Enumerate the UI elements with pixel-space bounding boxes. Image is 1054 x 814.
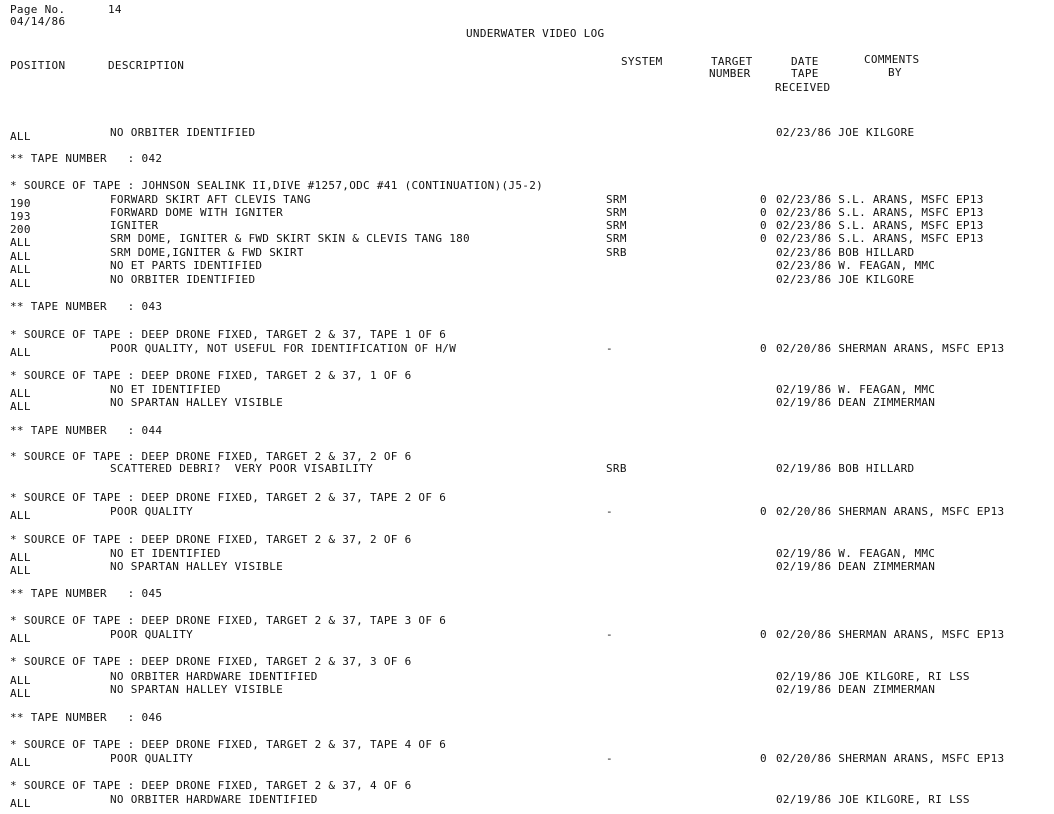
entry-system: - [606,342,613,355]
tape-source-line: * SOURCE OF TAPE : DEEP DRONE FIXED, TARGET 2 & 37, 1 OF 6 [10,369,412,382]
tape-source-line: * SOURCE OF TAPE : DEEP DRONE FIXED, TARGET 2 & 37, 2 OF 6 [10,450,412,463]
entry-comment: 02/20/86 SHERMAN ARANS, MSFC EP13 [776,505,1005,518]
tape-number-heading: ** TAPE NUMBER : 042 [10,152,163,165]
column-header-tape: TAPE [791,67,819,80]
entry-position: ALL [10,632,31,645]
tape-number-heading: ** TAPE NUMBER : 046 [10,711,163,724]
entry-comment: 02/19/86 JOE KILGORE, RI LSS [776,793,970,806]
entry-comment: 02/20/86 SHERMAN ARANS, MSFC EP13 [776,342,1005,355]
page-number-label: Page No. [10,3,66,16]
tape-number-heading: ** TAPE NUMBER : 043 [10,300,163,313]
entry-position: ALL [10,687,31,700]
entry-system: SRM [606,206,627,219]
entry-position: ALL [10,346,31,359]
tape-source-line: * SOURCE OF TAPE : DEEP DRONE FIXED, TARGET 2 & 37, TAPE 2 OF 6 [10,491,447,504]
report-date: 04/14/86 [10,15,66,28]
entry-target-number: 0 [760,752,767,765]
tape-number-heading: ** TAPE NUMBER : 045 [10,587,163,600]
entry-description: NO ORBITER HARDWARE IDENTIFIED [110,670,318,683]
entry-description: NO SPARTAN HALLEY VISIBLE [110,683,284,696]
entry-description: POOR QUALITY, NOT USEFUL FOR IDENTIFICATION OF H/W [110,342,457,355]
column-header-position: POSITION [10,59,66,72]
entry-comment: 02/23/86 JOE KILGORE [776,273,915,286]
entry-description: NO ET IDENTIFIED [110,547,221,560]
column-header-comments: COMMENTS [864,53,920,66]
entry-target-number: 0 [760,232,767,245]
entry-description: IGNITER [110,219,159,232]
entry-description: POOR QUALITY [110,505,194,518]
entry-description: SCATTERED DEBRI? VERY POOR VISABILITY [110,462,374,475]
entry-target-number: 0 [760,342,767,355]
entry-comment: 02/19/86 W. FEAGAN, MMC [776,547,936,560]
entry-target-number: 0 [760,206,767,219]
entry-comment: 02/19/86 BOB HILLARD [776,462,915,475]
entry-system: SRB [606,462,627,475]
column-header-target: TARGET [711,55,753,68]
entry-comment: 02/19/86 W. FEAGAN, MMC [776,383,936,396]
entry-position: ALL [10,797,31,810]
entry-comment: 02/20/86 SHERMAN ARANS, MSFC EP13 [776,628,1005,641]
entry-position: ALL [10,250,31,263]
entry-description: NO ORBITER HARDWARE IDENTIFIED [110,793,318,806]
entry-system: - [606,505,613,518]
entry-comment: 02/23/86 W. FEAGAN, MMC [776,259,936,272]
entry-system: SRM [606,232,627,245]
entry-position: ALL [10,509,31,522]
entry-position: ALL [10,236,31,249]
entry-description: FORWARD SKIRT AFT CLEVIS TANG [110,193,311,206]
entry-comment: 02/20/86 SHERMAN ARANS, MSFC EP13 [776,752,1005,765]
entry-comment: 02/23/86 S.L. ARANS, MSFC EP13 [776,219,984,232]
entry-position: ALL [10,263,31,276]
entry-description: FORWARD DOME WITH IGNITER [110,206,284,219]
entry-description: NO SPARTAN HALLEY VISIBLE [110,396,284,409]
entry-position: 190 [10,197,31,210]
entry-position: ALL [10,551,31,564]
entry-comment: 02/23/86 S.L. ARANS, MSFC EP13 [776,206,984,219]
entry-description: NO ET IDENTIFIED [110,383,221,396]
entry-comment: 02/23/86 S.L. ARANS, MSFC EP13 [776,193,984,206]
entry-system: SRM [606,193,627,206]
tape-source-line: * SOURCE OF TAPE : JOHNSON SEALINK II,DIVE #1257,ODC #41 (CONTINUATION)(J5-2) [10,179,544,192]
entry-position: ALL [10,674,31,687]
entry-description: SRM DOME,IGNITER & FWD SKIRT [110,246,304,259]
entry-comment: 02/19/86 DEAN ZIMMERMAN [776,683,936,696]
entry-position: ALL [10,400,31,413]
tape-source-line: * SOURCE OF TAPE : DEEP DRONE FIXED, TARGET 2 & 37, TAPE 4 OF 6 [10,738,447,751]
entry-comment: 02/19/86 DEAN ZIMMERMAN [776,560,936,573]
column-header-date: DATE [791,55,819,68]
entry-position: ALL [10,277,31,290]
entry-target-number: 0 [760,628,767,641]
column-header-received: RECEIVED [775,81,831,94]
entry-position: ALL [10,564,31,577]
entry-description: NO ET PARTS IDENTIFIED [110,259,263,272]
entry-position: ALL [10,387,31,400]
column-header-number: NUMBER [709,67,751,80]
entry-description: NO SPARTAN HALLEY VISIBLE [110,560,284,573]
entry-comment: 02/23/86 JOE KILGORE [776,126,915,139]
entry-description: NO ORBITER IDENTIFIED [110,126,256,139]
column-header-by: BY [888,66,902,79]
entry-comment: 02/23/86 S.L. ARANS, MSFC EP13 [776,232,984,245]
entry-description: POOR QUALITY [110,628,194,641]
tape-source-line: * SOURCE OF TAPE : DEEP DRONE FIXED, TARGET 2 & 37, 3 OF 6 [10,655,412,668]
entry-description: SRM DOME, IGNITER & FWD SKIRT SKIN & CLEVIS TANG 180 [110,232,470,245]
entry-position: ALL [10,756,31,769]
entry-system: - [606,628,613,641]
page-number: 14 [108,3,122,16]
entry-target-number: 0 [760,193,767,206]
page-title: UNDERWATER VIDEO LOG [466,27,605,40]
tape-source-line: * SOURCE OF TAPE : DEEP DRONE FIXED, TARGET 2 & 37, TAPE 1 OF 6 [10,328,447,341]
entry-system: SRM [606,219,627,232]
column-header-description: DESCRIPTION [108,59,185,72]
entry-position: 200 [10,223,31,236]
entry-comment: 02/19/86 JOE KILGORE, RI LSS [776,670,970,683]
entry-comment: 02/19/86 DEAN ZIMMERMAN [776,396,936,409]
entry-target-number: 0 [760,219,767,232]
entry-system: SRB [606,246,627,259]
entry-position: 193 [10,210,31,223]
entry-description: NO ORBITER IDENTIFIED [110,273,256,286]
entry-comment: 02/23/86 BOB HILLARD [776,246,915,259]
tape-source-line: * SOURCE OF TAPE : DEEP DRONE FIXED, TARGET 2 & 37, 4 OF 6 [10,779,412,792]
entry-description: POOR QUALITY [110,752,194,765]
tape-source-line: * SOURCE OF TAPE : DEEP DRONE FIXED, TARGET 2 & 37, 2 OF 6 [10,533,412,546]
tape-number-heading: ** TAPE NUMBER : 044 [10,424,163,437]
column-header-system: SYSTEM [621,55,663,68]
entry-position: ALL [10,130,31,143]
entry-target-number: 0 [760,505,767,518]
entry-system: - [606,752,613,765]
tape-source-line: * SOURCE OF TAPE : DEEP DRONE FIXED, TARGET 2 & 37, TAPE 3 OF 6 [10,614,447,627]
